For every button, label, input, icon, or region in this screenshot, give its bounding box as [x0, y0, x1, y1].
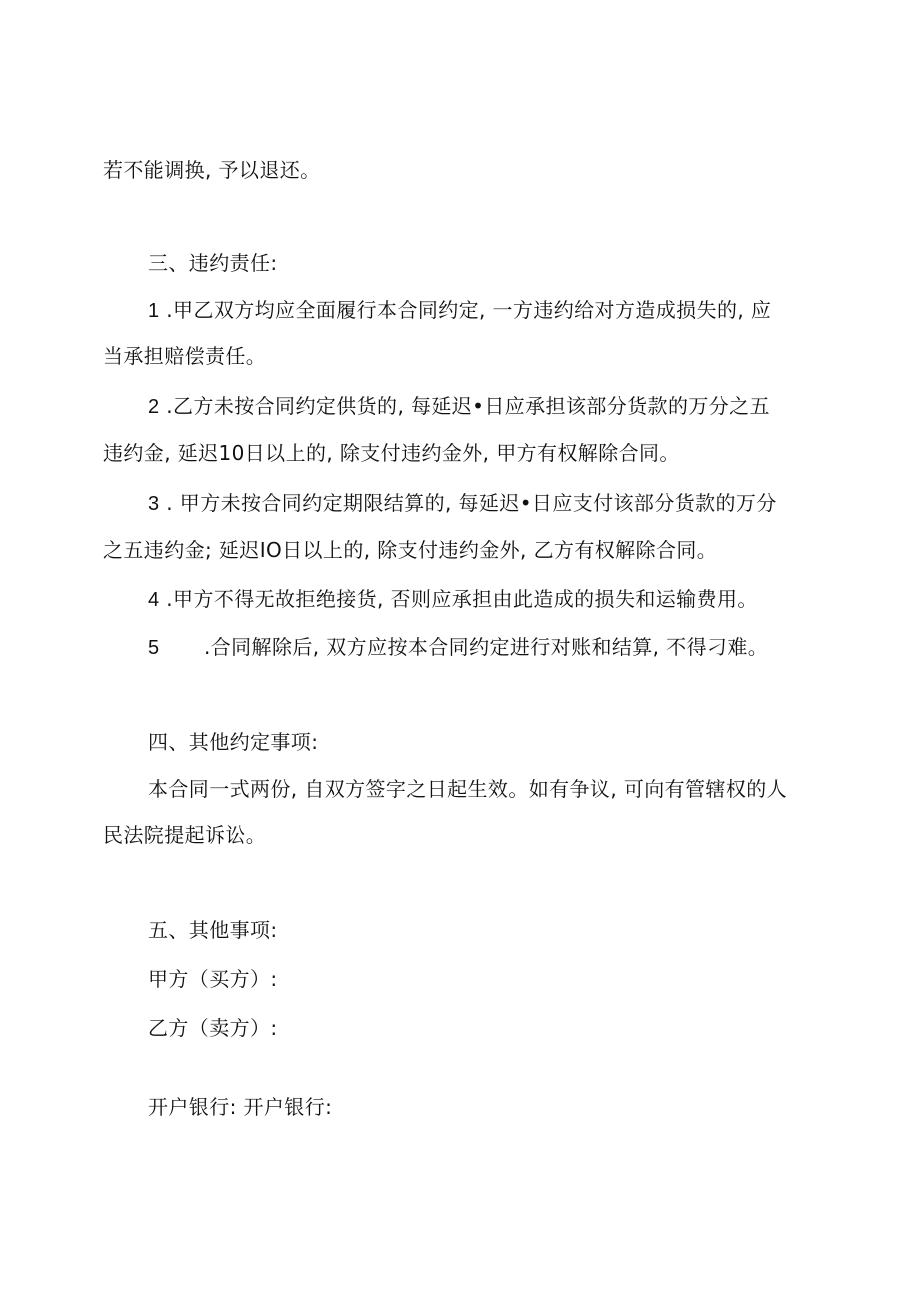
- bank-label: 开户银行: 开户银行:: [148, 1095, 333, 1119]
- party-b-label: 乙方（卖方）:: [148, 1016, 278, 1040]
- section-4-heading: 四、其他约定事项:: [148, 730, 319, 754]
- clause-2-line-1: [148, 392, 770, 421]
- clause-1-text: .甲乙双方均应全面履行本合同约定, 一方违约给对方造成损失的, 应: [159, 298, 772, 322]
- clause-4-line-1: [148, 585, 758, 614]
- clause-4-number: 4: [148, 589, 160, 611]
- clause-4-text: .甲方不得无故拒绝接货, 否则应承担由此造成的损失和运输费用。: [159, 587, 758, 611]
- paragraph-continuation: 若不能调换, 予以退还。: [103, 158, 321, 182]
- section-4-line-2: 民法院提起诉讼。: [103, 823, 267, 847]
- clause-3-line-2: 之五违约金; 延迟IO日以上的, 除支付违约金外, 乙方有权解除合同。: [103, 538, 718, 562]
- clause-3-number: 3: [148, 493, 160, 515]
- clause-2-line-2: 违约金, 延迟10日以上的, 除支付违约金外, 甲方有权解除合同。: [103, 441, 680, 465]
- party-a-label: 甲方（买方）:: [148, 967, 278, 991]
- clause-1-number: 1: [148, 300, 160, 322]
- section-4-line-1: 本合同一式两份, 自双方签字之日起生效。如有争议, 可向有管辖权的人: [148, 777, 788, 801]
- clause-1-line-1: [148, 296, 771, 325]
- clause-5-text: .合同解除后, 双方应按本合同约定进行对账和结算, 不得刁难。: [204, 635, 769, 659]
- clause-5-line-1: [148, 633, 768, 662]
- section-3-heading: 三、违约责任:: [148, 251, 278, 275]
- clause-3-text: . 甲方未按合同约定期限结算的, 每延迟•日应支付该部分货款的万分: [159, 491, 777, 515]
- section-5-heading: 五、其他事项:: [148, 918, 278, 942]
- clause-3-line-1: [148, 489, 777, 518]
- clause-1-line-2: 当承担赔偿责任。: [103, 344, 267, 368]
- clause-5-number: 5: [148, 637, 160, 659]
- clause-2-number: 2: [148, 396, 160, 418]
- clause-2-text: .乙方未按合同约定供货的, 每延迟•日应承担该部分货款的万分之五: [159, 394, 770, 418]
